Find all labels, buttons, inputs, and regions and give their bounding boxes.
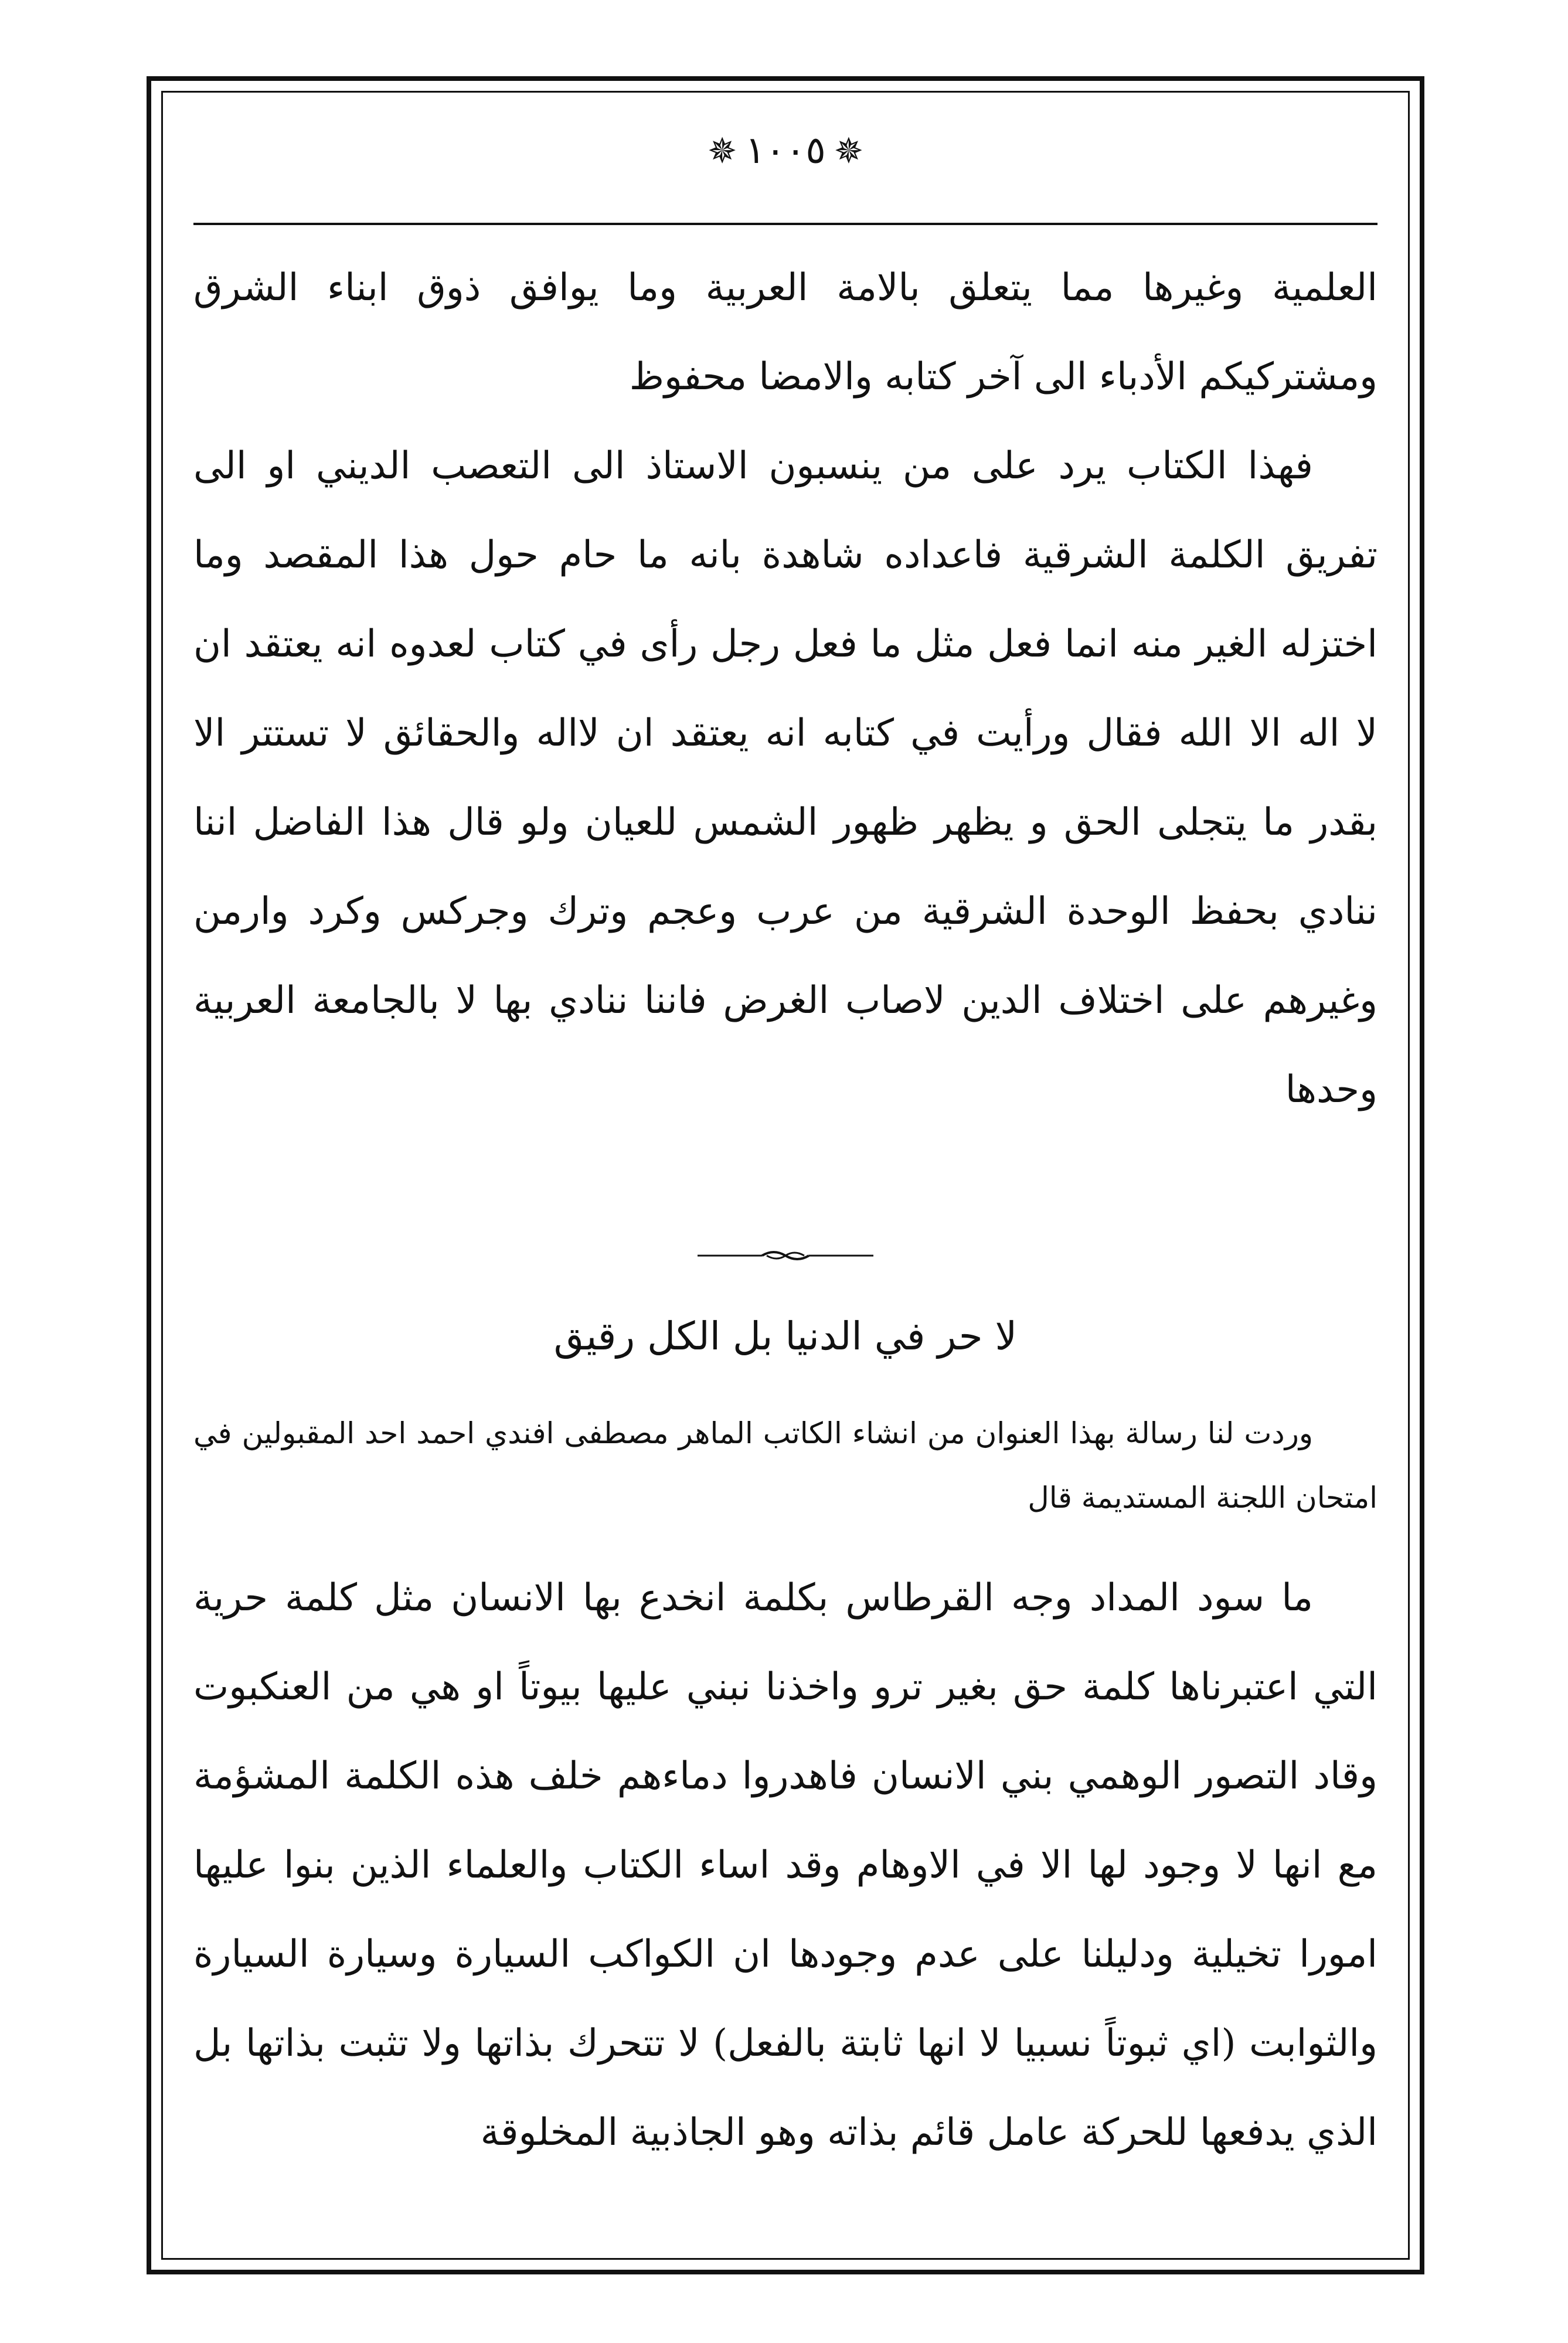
top-text-block <box>193 243 1377 1134</box>
section-divider <box>193 1249 1377 1265</box>
section-intro <box>193 1401 1377 1530</box>
divider-ornament-icon <box>698 1249 873 1263</box>
section-title: لا حر في الدنيا بل الكل رقيق <box>553 1314 1018 1359</box>
bottom-text-block <box>193 1553 1377 2177</box>
document-page <box>193 117 1377 2228</box>
star-ornament-icon: ✵ <box>707 131 737 172</box>
page-number: ١٠٠٥ <box>745 129 826 172</box>
header-rule <box>193 223 1377 225</box>
paragraph: العلمية وغيرها مما يتعلق بالامة العربية وما يوافق ذوق ابناء الشرق ومشتركيكم الأدباء الى آخر كتابه والامضا محفوظ <box>193 266 1378 399</box>
star-ornament-icon: ✵ <box>834 131 864 172</box>
intro-text: وردت لنا رسالة بهذا العنوان من انشاء الكاتب الماهر مصطفى افندي احمد احد المقبولين في امتحان اللجنة المستديمة قال <box>193 1416 1377 1515</box>
paragraph: فهذا الكتاب يرد على من ينسبون الاستاذ الى التعصب الديني او الى تفريق الكلمة الشرقية فاعداده شاهدة بانه ما حام حول هذا المقصد وما اختزله الغير منه انما فعل مثل ما فعل رجل رأى في كتاب لعدوه انه يعتقد ان لا اله الا الله فقال ورأيت في كتابه انه يعتقد ان لااله والحقائق لا تستتر الا بقدر ما يتجلى الحق و يظهر ظهور الشمس للعيان ولو قال هذا الفاضل اننا ننادي بحفظ الوحدة الشرقية من عرب وعجم وترك وجركس وكرد وارمن وغيرهم على اختلاف الدين لاصاب الغرض فاننا ننادي بها لا بالجامعة العربية وحدها <box>193 444 1378 1111</box>
page-header <box>193 129 1377 172</box>
paragraph: ما سود المداد وجه القرطاس بكلمة انخدع بها الانسان مثل كلمة حرية التي اعتبرناها كلمة حق بغير ترو واخذنا نبني عليها بيوتاً او هي من العنكبوت وقاد التصور الوهمي بني الانسان فاهدروا دماءهم خلف هذه الكلمة المشؤمة مع انها لا وجود لها الا في الاوهام وقد اساء الكتاب والعلماء الذين بنوا عليها امورا تخيلية ودليلنا على عدم وجودها ان الكواكب السيارة وسيارة السيارة والثوابت (اي ثبوتاً نسبيا لا انها ثابتة بالفعل) لا تتحرك بذاتها ولا تثبت بذاتها بل الذي يدفعها للحركة عامل قائم بذاته وهو الجاذبية المخلوقة <box>193 1576 1378 2154</box>
